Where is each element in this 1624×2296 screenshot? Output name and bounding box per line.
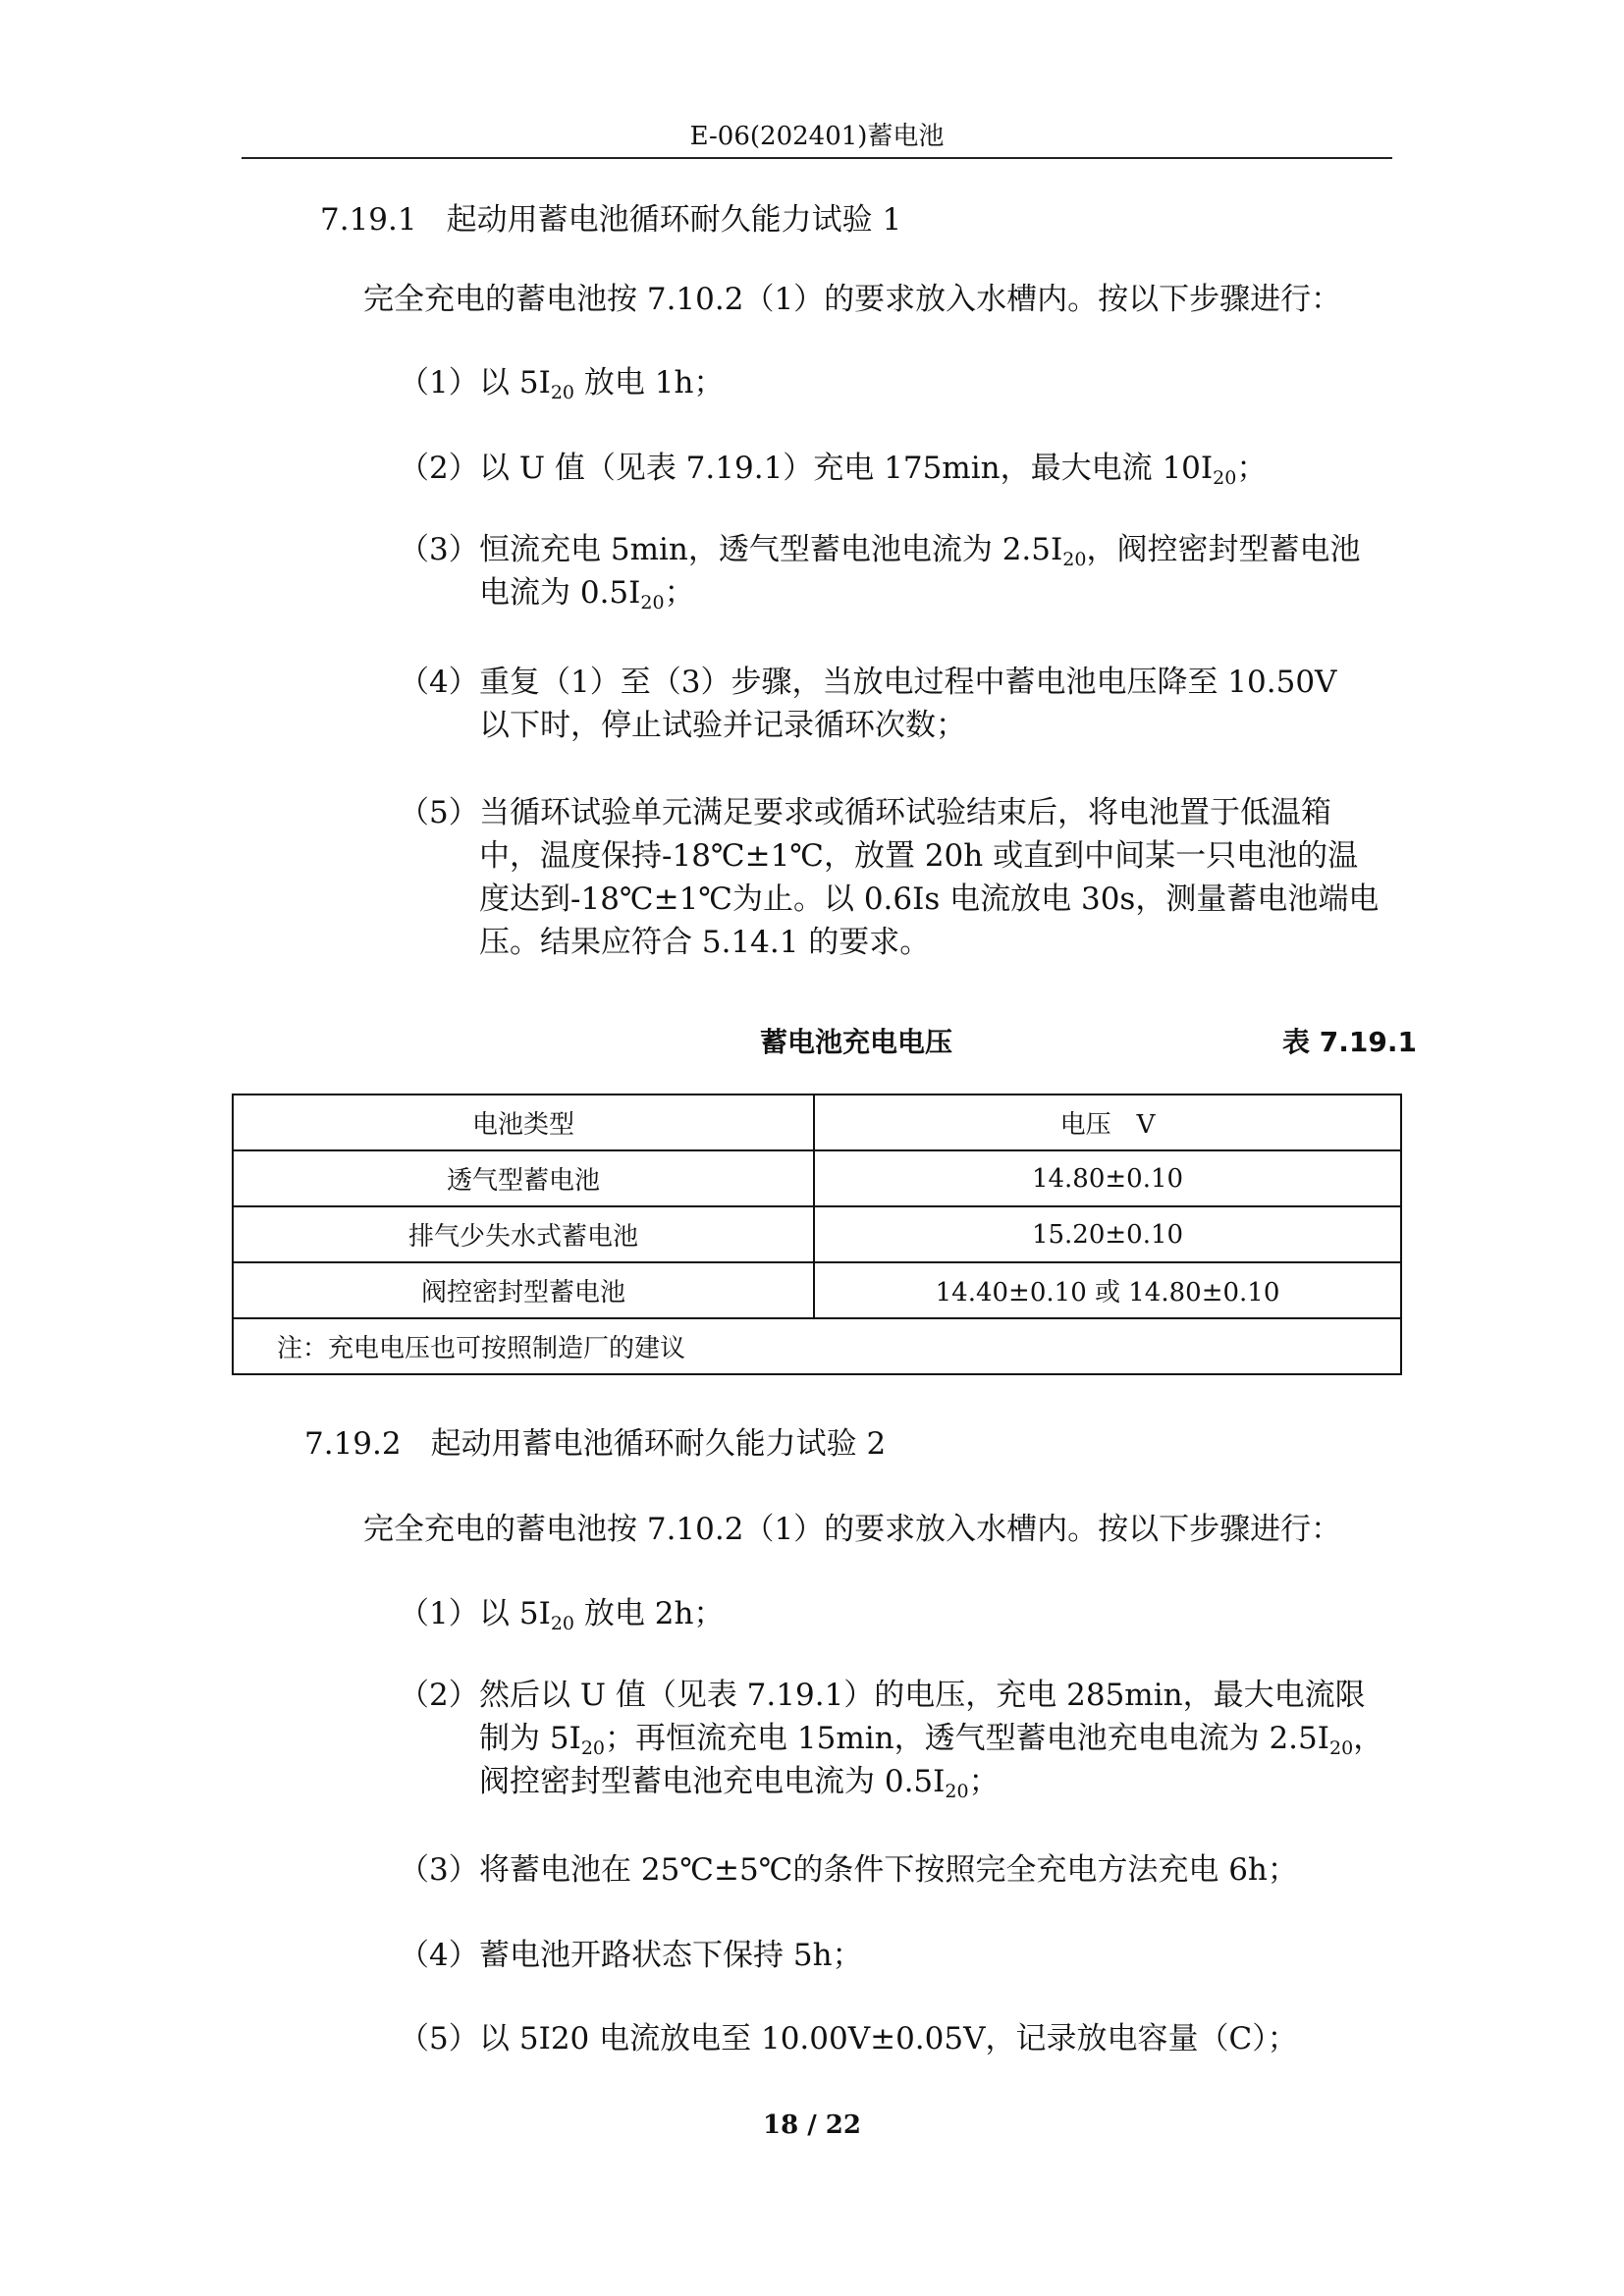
step-text xyxy=(479,2017,1392,2060)
table-cell: 15.20±0.10 xyxy=(814,1206,1401,1262)
table-cell: 透气型蓄电池 xyxy=(233,1150,814,1206)
table-row xyxy=(233,1206,1401,1262)
step-text xyxy=(479,528,1392,614)
step-text xyxy=(479,1848,1392,1892)
table-cell: 14.80±0.10 xyxy=(814,1150,1401,1206)
step-marker: （5） xyxy=(399,2021,479,2056)
step-text xyxy=(479,447,1392,490)
step-marker: （4） xyxy=(399,1938,479,1973)
step-text xyxy=(479,791,1392,964)
step-line: 以 5I20 电流放电至 10.00V±0.05V，记录放电容量（C）； xyxy=(479,2021,1298,2056)
table-note-row xyxy=(233,1318,1401,1374)
step-marker: （2） xyxy=(399,451,479,486)
step-text xyxy=(479,661,1392,747)
section-intro: 完全充电的蓄电池按 7.10.2（1）的要求放入水槽内。按以下步骤进行： xyxy=(363,282,1342,317)
section-heading-7-19-2 xyxy=(304,1422,886,1466)
section-number: 7.19.1 xyxy=(320,202,417,238)
step-line: 重复（1）至（3）步骤，当放电过程中蓄电池电压降至 10.50V xyxy=(479,665,1337,700)
step-line: 以下时，停止试验并记录循环次数； xyxy=(479,708,966,743)
table-row xyxy=(233,1262,1401,1318)
step-line: 压。结果应符合 5.14.1 的要求。 xyxy=(479,925,931,960)
step-line: 以 $5I_{20}$ 放电 2h； xyxy=(479,1596,725,1634)
step-line: 度达到-18℃±1℃为止。以 0.6Is 电流放电 30s，测量蓄电池端电 xyxy=(479,881,1380,917)
step-marker: （2） xyxy=(399,1678,479,1713)
table-cell: 14.40±0.10 或 14.80±0.10 xyxy=(814,1262,1401,1318)
step-line: 电流为 $0.5I_{20}$； xyxy=(479,575,695,614)
table-row xyxy=(233,1150,1401,1206)
step-line: 制为 $5I_{20}$；再恒流充电 15min，透气型蓄电池充电电流为 $2.5I_{20}$， xyxy=(479,1721,1384,1759)
step-line: 蓄电池开路状态下保持 5h； xyxy=(479,1938,863,1973)
section-heading-7-19-1 xyxy=(320,198,901,241)
step-line: 中，温度保持-18℃±1℃，放置 20h 或直到中间某一只电池的温 xyxy=(479,838,1359,874)
page-number: 18 / 22 xyxy=(763,2110,861,2140)
step-marker: （1） xyxy=(399,365,479,400)
step-text xyxy=(479,361,1392,404)
table-note: 注：充电电压也可按照制造厂的建议 xyxy=(233,1318,1401,1374)
table-caption: 蓄电池充电电压 xyxy=(760,1026,953,1058)
section-title: 起动用蓄电池循环耐久能力试验 1 xyxy=(446,202,902,238)
table-cell: 阀控密封型蓄电池 xyxy=(233,1262,814,1318)
step-line: 当循环试验单元满足要求或循环试验结束后，将电池置于低温箱 xyxy=(479,795,1331,830)
table-header-cell: 电池类型 xyxy=(233,1095,814,1150)
step-marker: （3） xyxy=(399,532,479,567)
section-number: 7.19.2 xyxy=(304,1426,402,1462)
step-text xyxy=(479,1934,1392,1977)
step-line: 以 U 值（见表 7.19.1）充电 175min，最大电流 $10I_{20}$； xyxy=(479,451,1268,489)
step-line: 然后以 U 值（见表 7.19.1）的电压，充电 285min，最大电流限 xyxy=(479,1678,1366,1713)
section-intro: 完全充电的蓄电池按 7.10.2（1）的要求放入水槽内。按以下步骤进行： xyxy=(363,1512,1342,1547)
step-text xyxy=(479,1592,1392,1635)
table-header-cell: 电压 V xyxy=(814,1095,1401,1150)
section-title: 起动用蓄电池循环耐久能力试验 2 xyxy=(430,1426,887,1462)
table-number: 表 7.19.1 xyxy=(1282,1026,1417,1058)
step-line: 以 $5I_{20}$ 放电 1h； xyxy=(479,365,725,403)
table-cell: 排气少失水式蓄电池 xyxy=(233,1206,814,1262)
page-header: E-06(202401)蓄电池 xyxy=(689,122,945,151)
charging-voltage-table xyxy=(232,1094,1402,1375)
step-line: 将蓄电池在 25℃±5℃的条件下按照完全充电方法充电 6h； xyxy=(479,1852,1298,1888)
step-text xyxy=(479,1674,1392,1803)
step-line: 恒流充电 5min，透气型蓄电池电流为 $2.5I_{20}$，阀控密封型蓄电池 xyxy=(479,532,1361,570)
table-header-row xyxy=(233,1095,1401,1150)
step-marker: （1） xyxy=(399,1596,479,1631)
step-marker: （4） xyxy=(399,665,479,700)
step-line: 阀控密封型蓄电池充电电流为 $0.5I_{20}$； xyxy=(479,1764,1000,1802)
header-divider xyxy=(242,157,1392,159)
step-marker: （5） xyxy=(399,795,479,830)
step-marker: （3） xyxy=(399,1852,479,1888)
